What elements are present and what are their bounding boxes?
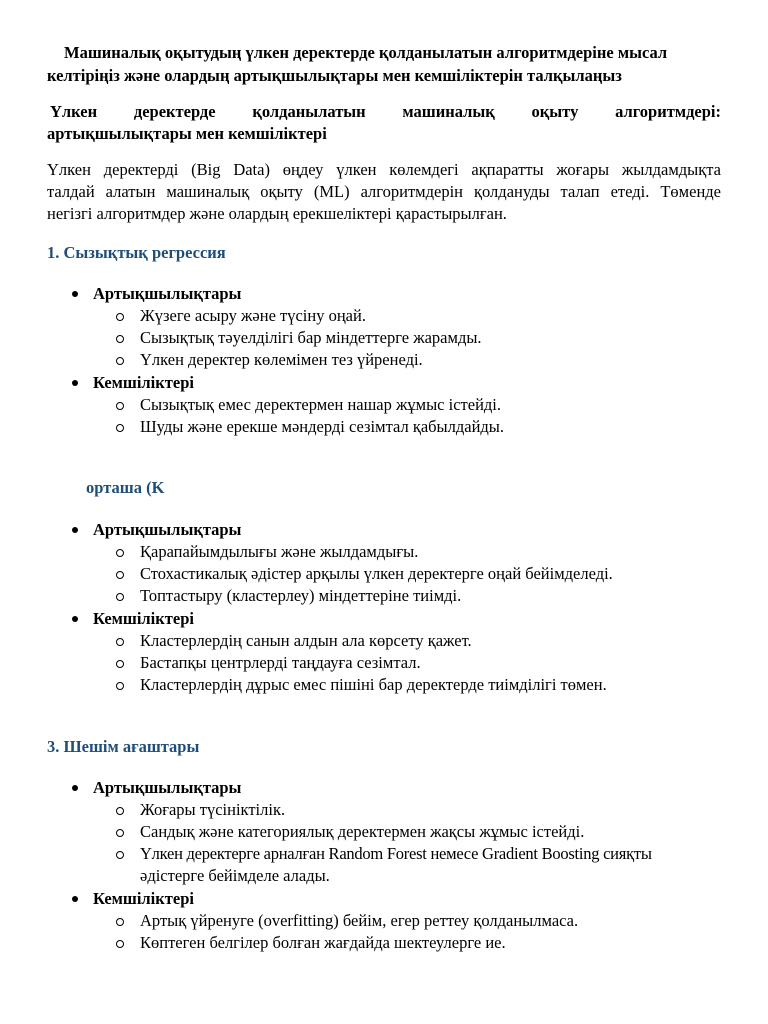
circle-bullet-icon: [116, 660, 124, 668]
list-item: Үлкен деректерге арналған Random Forest немесе Gradient Boosting сияқты: [140, 844, 652, 863]
list-item: Бастапқы центрлерді таңдауға сезімтал.: [140, 653, 421, 672]
advantages-label: Артықшылықтары: [93, 284, 242, 303]
subtitle-line-2: артықшылықтары мен кемшіліктері: [47, 124, 327, 143]
section-heading: 3. Шешім ағаштары: [47, 737, 200, 756]
circle-bullet-icon: [116, 918, 124, 926]
advantages-label: Артықшылықтары: [93, 520, 242, 539]
intro-line-1: Үлкен деректерді (Big Data) өңдеу үлкен көлемдегі ақпаратты жоғары жылдамдықта: [47, 160, 721, 179]
bullet-icon: [72, 380, 78, 386]
list-item: Артық үйренуге (overfitting) бейім, егер реттеу қолданылмаса.: [140, 911, 579, 930]
bullet-icon: [72, 291, 78, 297]
circle-bullet-icon: [116, 335, 124, 343]
subtitle-line-1: Үлкен деректерде қолданылатын машиналық оқыту алгоритмдері:: [50, 102, 721, 121]
list-item: Сандық және категориялық деректермен жақсы жұмыс істейді.: [140, 822, 585, 841]
circle-bullet-icon: [116, 638, 124, 646]
section-heading: 1. Сызықтық регрессия: [47, 243, 226, 262]
title-line-1: Машиналық оқытудың үлкен деректерде қолданылатын алгоритмдеріне мысал: [64, 43, 668, 62]
circle-bullet-icon: [116, 313, 124, 321]
disadvantages-label: Кемшіліктері: [93, 889, 194, 908]
list-item: Көптеген белгілер болған жағдайда шектеулерге ие.: [140, 933, 506, 952]
circle-bullet-icon: [116, 829, 124, 837]
bullet-icon: [72, 896, 78, 902]
disadvantages-label: Кемшіліктері: [93, 373, 194, 392]
title-line-2: келтіріңіз және олардың артықшылықтары мен кемшіліктерін талқылаңыз: [47, 66, 622, 85]
advantages-label: Артықшылықтары: [93, 778, 242, 797]
circle-bullet-icon: [116, 682, 124, 690]
bullet-icon: [72, 785, 78, 791]
circle-bullet-icon: [116, 402, 124, 410]
list-item: Сызықтық емес деректермен нашар жұмыс істейді.: [140, 395, 502, 414]
section-heading: орташа (K: [86, 478, 165, 497]
disadvantages-label: Кемшіліктері: [93, 609, 194, 628]
circle-bullet-icon: [116, 424, 124, 432]
circle-bullet-icon: [116, 940, 124, 948]
list-item: Жүзеге асыру және түсіну оңай.: [140, 306, 366, 325]
circle-bullet-icon: [116, 807, 124, 815]
circle-bullet-icon: [116, 571, 124, 579]
list-item: Стохастикалық әдістер арқылы үлкен деректерге оңай бейімделеді.: [140, 564, 613, 583]
list-item: Үлкен деректер көлемімен тез үйренеді.: [140, 350, 423, 369]
bullet-icon: [72, 527, 78, 533]
list-item: Топтастыру (кластерлеу) міндеттеріне тиімді.: [140, 586, 462, 605]
circle-bullet-icon: [116, 593, 124, 601]
intro-line-2: талдай алатын машиналық оқыту (ML) алгоритмдерін қолдануды талап етеді. Төменде: [47, 182, 721, 201]
list-item: Қарапайымдылығы және жылдамдығы.: [140, 542, 419, 561]
circle-bullet-icon: [116, 549, 124, 557]
list-item-continuation: әдістерге бейімделе алады.: [140, 866, 330, 885]
list-item: Кластерлердің дұрыс емес пішіні бар деректерде тиімділігі төмен.: [140, 675, 607, 694]
circle-bullet-icon: [116, 357, 124, 365]
list-item: Жоғары түсініктілік.: [140, 800, 286, 819]
bullet-icon: [72, 616, 78, 622]
list-item: Кластерлердің санын алдын ала көрсету қажет.: [140, 631, 472, 650]
list-item: Сызықтық тәуелділігі бар міндеттерге жарамды.: [140, 328, 482, 347]
intro-line-3: негізгі алгоритмдер және олардың ерекшеліктері қарастырылған.: [47, 204, 507, 223]
list-item: Шуды және ерекше мәндерді сезімтал қабылдайды.: [140, 417, 505, 436]
circle-bullet-icon: [116, 851, 124, 859]
